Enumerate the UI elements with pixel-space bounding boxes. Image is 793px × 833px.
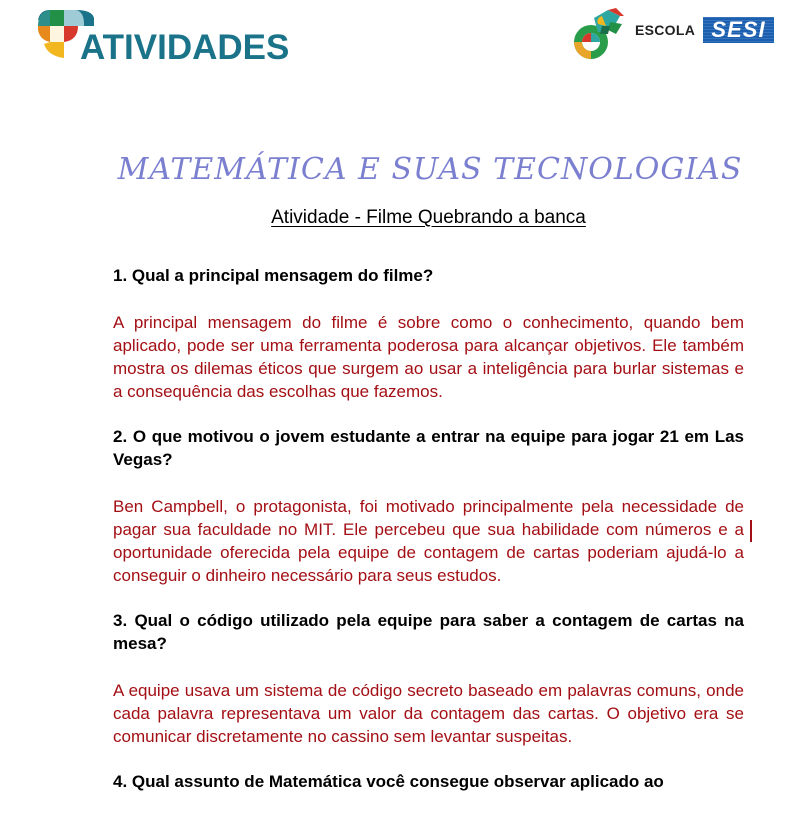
activity-title: Atividade - Filme Quebrando a banca: [271, 207, 586, 228]
escola-sesi-logo: [572, 4, 782, 64]
text-cursor: [750, 520, 752, 542]
question-1: 1. Qual a principal mensagem do filme?: [113, 266, 434, 285]
question-2: 2. O que motivou o jovem estudante a entrar na equipe para jogar 21 em Las Vegas?: [113, 427, 744, 469]
answer-1[interactable]: A principal mensagem do filme é sobre como o conhecimento, quando bem aplicado, pode ser uma ferramenta poderosa para alcançar objetivos. Ele também mostra os dilemas éticos que surgem ao usar a inteligência para burlar sistemas e a consequência das escolhas que fazemos.: [113, 313, 744, 401]
answer-3[interactable]: A equipe usava um sistema de código secreto baseado em palavras comuns, onde cada palavra representava um valor da contagem das cartas. O objetivo era se comunicar discretamente no cassino sem levantar suspeitas.: [113, 681, 744, 746]
sesi-logo-mark-icon: [572, 4, 628, 62]
document-body[interactable]: [113, 264, 744, 793]
question-3: 3. Qual o código utilizado pela equipe para saber a contagem de cartas na mesa?: [113, 611, 744, 653]
page-header: [0, 0, 793, 80]
atividades-logo-text: ATIVIDADES: [80, 28, 290, 67]
question-4: 4. Qual assunto de Matemática você consegue observar aplicado ao: [113, 772, 664, 791]
answer-2[interactable]: Ben Campbell, o protagonista, foi motivado principalmente pela necessidade de pagar sua faculdade no MIT. Ele percebeu que sua habilidade com números e a oportunidade oferecida pela equipe de contagem de cartas poderiam ajudá-lo a conseguir o dinheiro necessário para seus estudos.: [113, 497, 744, 585]
subject-title: MATEMÁTICA E SUAS TECNOLOGIAS: [117, 152, 743, 187]
sesi-logo-badge: SESI: [703, 17, 774, 43]
escola-logo-text: ESCOLA: [635, 22, 696, 38]
